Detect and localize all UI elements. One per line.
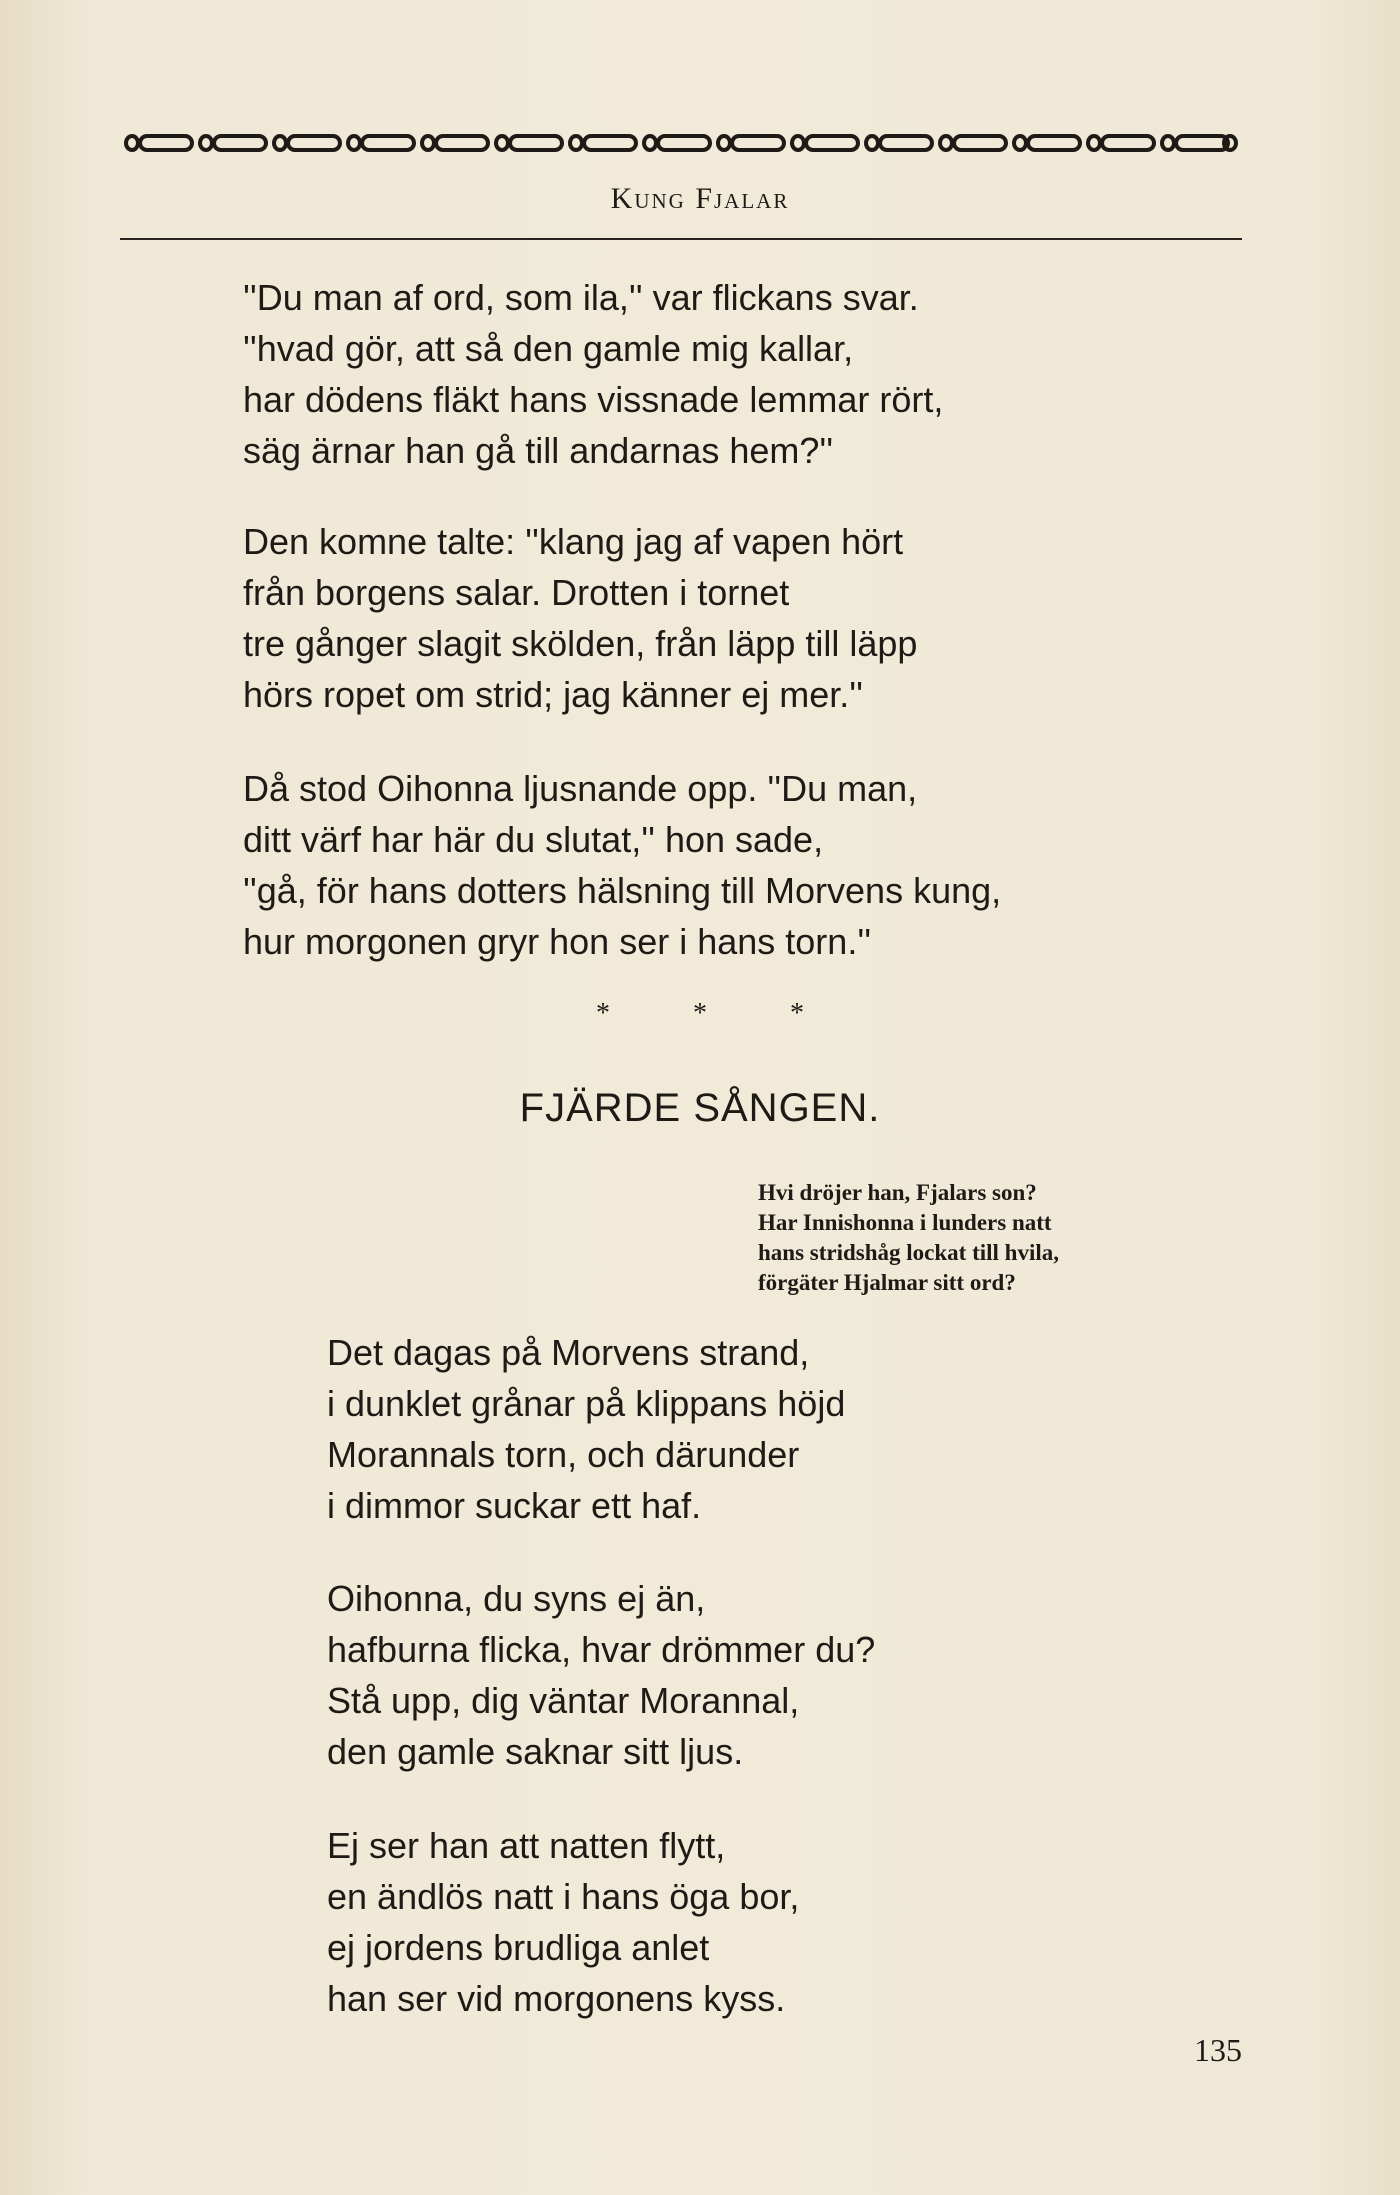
running-head: Kung Fjalar [610, 182, 790, 215]
verse-line: har dödens fläkt hans vissnade lemmar rört, [243, 379, 944, 420]
epigraph-line: hans stridshåg lockat till hvila, [758, 1240, 1059, 1265]
verse-line: tre gånger slagit skölden, från läpp till läpp [243, 623, 918, 664]
verse-line: Morannals torn, och därunder [327, 1434, 800, 1475]
section-title: FJÄRDE SÅNGEN. [519, 1086, 881, 1130]
epigraph-line: Hvi dröjer han, Fjalars son? [758, 1180, 1037, 1205]
verse-line: i dunklet grånar på klippans höjd [327, 1383, 846, 1424]
page-number: 135 [1194, 2032, 1242, 2068]
verse-line: hörs ropet om strid; jag känner ej mer.'' [243, 674, 864, 715]
header-rule [120, 238, 1242, 240]
stanza-5 [327, 1573, 875, 1777]
stanza-2 [243, 516, 917, 720]
verse-line: ej jordens brudliga anlet [327, 1927, 710, 1968]
section-separator: * * * [596, 998, 842, 1029]
verse-line: hur morgonen gryr hon ser i hans torn.'' [243, 921, 872, 962]
verse-line: den gamle saknar sitt ljus. [327, 1731, 744, 1772]
verse-line: säg ärnar han gå till andarnas hem?'' [243, 430, 834, 471]
chain-ornament-border [122, 130, 1240, 156]
verse-line: Stå upp, dig väntar Morannal, [327, 1680, 800, 1721]
verse-line: ''Du man af ord, som ila,'' var flickans svar. [243, 277, 919, 318]
epigraph-line: Har Innishonna i lunders natt [758, 1210, 1052, 1235]
verse-line: från borgens salar. Drotten i tornet [243, 572, 790, 613]
verse-line: Oihonna, du syns ej än, [327, 1578, 706, 1619]
stanza-3 [243, 763, 1001, 967]
verse-line: i dimmor suckar ett haf. [327, 1485, 702, 1526]
verse-line: ''hvad gör, att så den gamle mig kallar, [243, 328, 854, 369]
verse-line: Det dagas på Morvens strand, [327, 1332, 810, 1373]
verse-line: ''gå, för hans dotters hälsning till Morvens kung, [243, 870, 1002, 911]
epigraph [758, 1178, 1059, 1298]
verse-line: Då stod Oihonna ljusnande opp. ''Du man, [243, 768, 918, 809]
verse-line: han ser vid morgonens kyss. [327, 1978, 786, 2019]
stanza-6 [327, 1820, 799, 2024]
epigraph-line: förgäter Hjalmar sitt ord? [758, 1270, 1016, 1295]
verse-line: hafburna flicka, hvar drömmer du? [327, 1629, 876, 1670]
verse-line: Ej ser han att natten flytt, [327, 1825, 726, 1866]
verse-line: Den komne talte: ''klang jag af vapen hört [243, 521, 904, 562]
verse-line: ditt värf har här du slutat,'' hon sade, [243, 819, 824, 860]
stanza-4 [327, 1327, 845, 1531]
stanza-1 [243, 272, 943, 476]
verse-line: en ändlös natt i hans öga bor, [327, 1876, 800, 1917]
